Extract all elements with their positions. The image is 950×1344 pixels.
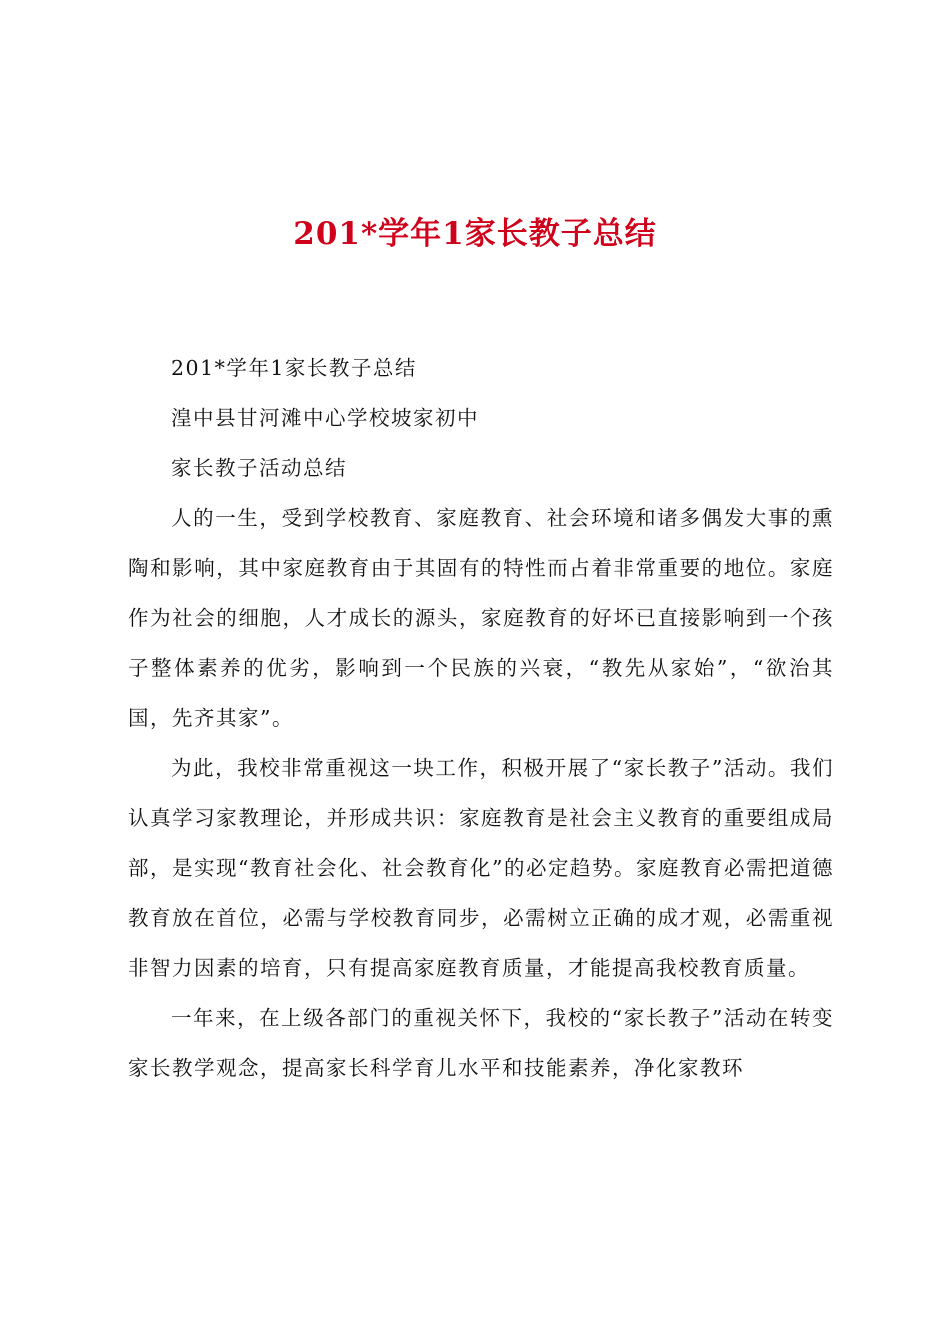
paragraph-school-work: 为此，我校非常重视这一块工作，积极开展了“家长教子”活动。我们认真学习家教理论，并形成共识：家庭教育是社会主义教育的重要组成局部，是实现“教育社会化、社会教育化”的必定趋势。家庭教育必需把道德教育放在首位，必需与学校教育同步，必需树立正确的成才观，必需重视非智力因素的培育，只有提高家庭教育质量，才能提高我校教育质量。 bbox=[128, 756, 834, 980]
header-line-school: 湟中县甘河滩中心学校坡家初中 bbox=[171, 406, 479, 430]
paragraph-intro: 人的一生，受到学校教育、家庭教育、社会环境和诸多偶发大事的熏陶和影响，其中家庭教育由于其固有的特性而占着非常重要的地位。家庭作为社会的细胞，人才成长的源头，家庭教育的好坏已直接影响到一个孩子整体素养的优劣，影响到一个民族的兴衰，“教先从家始”，“欲治其国，先齐其家”。 bbox=[128, 506, 834, 730]
paragraph-year-review: 一年来，在上级各部门的重视关怀下，我校的“家长教子”活动在转变家长教学观念，提高家长科学育儿水平和技能素养，净化家教环 bbox=[128, 1006, 834, 1080]
document-body bbox=[128, 343, 834, 1093]
header-line-title: 201*学年1家长教子总结 bbox=[171, 356, 417, 380]
header-line-subtitle: 家长教子活动总结 bbox=[171, 456, 347, 480]
document-title: 201*学年1家长教子总结 bbox=[293, 216, 657, 252]
